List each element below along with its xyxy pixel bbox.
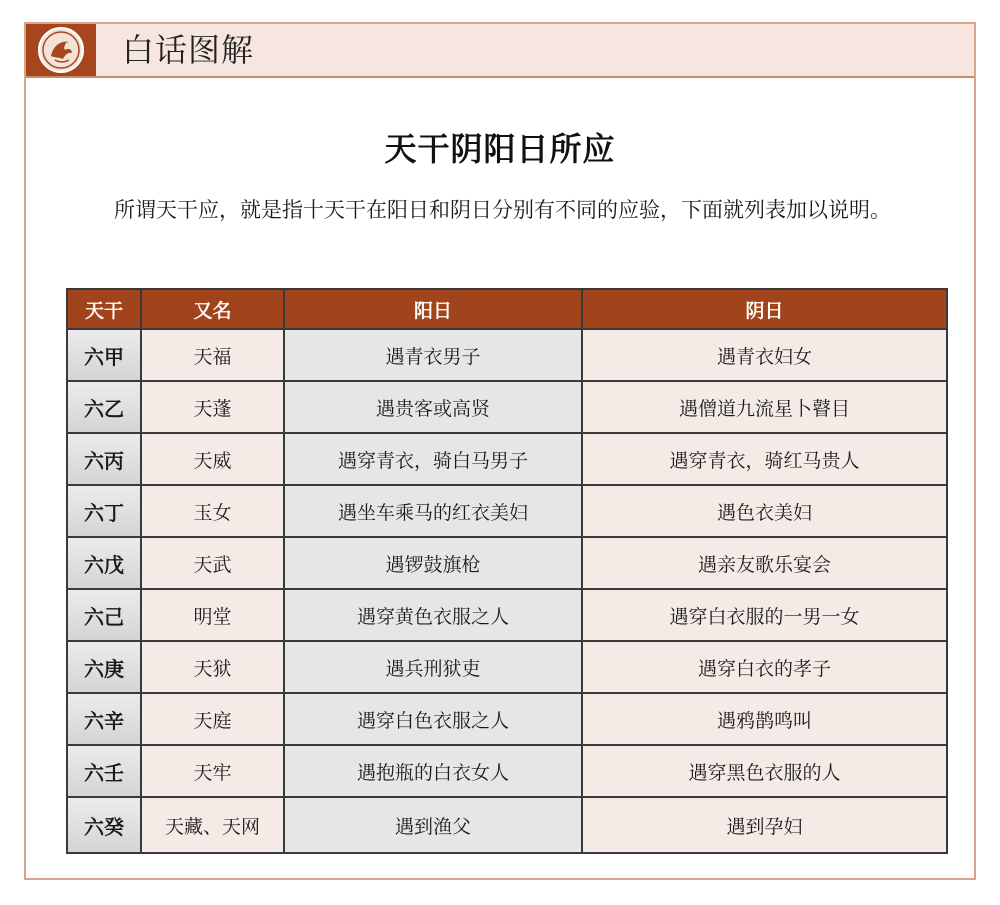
cell-stem: 六癸 (67, 797, 141, 853)
cell-yang-day: 遇抱瓶的白衣女人 (284, 745, 582, 797)
cell-yang-day: 遇锣鼓旗枪 (284, 537, 582, 589)
cell-yin-day: 遇到孕妇 (582, 797, 947, 853)
cell-yang-day: 遇穿白色衣服之人 (284, 693, 582, 745)
cell-alias: 明堂 (141, 589, 284, 641)
cell-stem: 六甲 (67, 329, 141, 381)
cell-yin-day: 遇亲友歌乐宴会 (582, 537, 947, 589)
cell-yin-day: 遇色衣美妇 (582, 485, 947, 537)
table-row (67, 693, 947, 745)
cell-yang-day: 遇穿黄色衣服之人 (284, 589, 582, 641)
cell-alias: 天狱 (141, 641, 284, 693)
cell-stem: 六庚 (67, 641, 141, 693)
cell-stem: 六乙 (67, 381, 141, 433)
cell-yin-day: 遇穿青衣，骑红马贵人 (582, 433, 947, 485)
table-row (67, 745, 947, 797)
column-header-yang-day: 阳日 (284, 289, 582, 329)
cell-stem: 六己 (67, 589, 141, 641)
header-title: 白话图解 (122, 31, 255, 69)
cell-stem: 六戊 (67, 537, 141, 589)
cell-stem: 六辛 (67, 693, 141, 745)
table-row (67, 797, 947, 853)
table-row (67, 485, 947, 537)
cell-yin-day: 遇穿白衣的孝子 (582, 641, 947, 693)
stems-table (66, 288, 948, 854)
cell-yang-day: 遇兵刑狱吏 (284, 641, 582, 693)
table-row (67, 589, 947, 641)
cell-alias: 天藏、天网 (141, 797, 284, 853)
cell-alias: 天牢 (141, 745, 284, 797)
cell-yin-day: 遇青衣妇女 (582, 329, 947, 381)
cell-alias: 天福 (141, 329, 284, 381)
phoenix-seal-icon (35, 24, 87, 76)
column-header-alias: 又名 (141, 289, 284, 329)
cell-alias: 玉女 (141, 485, 284, 537)
cell-stem: 六壬 (67, 745, 141, 797)
cell-alias: 天威 (141, 433, 284, 485)
table-header-row (67, 289, 947, 329)
table-row (67, 381, 947, 433)
logo (26, 24, 96, 76)
cell-stem: 六丁 (67, 485, 141, 537)
table-row (67, 433, 947, 485)
cell-yang-day: 遇青衣男子 (284, 329, 582, 381)
section-header (26, 24, 974, 78)
cell-yang-day: 遇到渔父 (284, 797, 582, 853)
intro-paragraph: 所谓天干应，就是指十天干在阳日和阴日分别有不同的应验，下面就列表加以说明。 (114, 198, 891, 222)
cell-yang-day: 遇穿青衣，骑白马男子 (284, 433, 582, 485)
cell-alias: 天庭 (141, 693, 284, 745)
cell-yang-day: 遇坐车乘马的红衣美妇 (284, 485, 582, 537)
cell-yin-day: 遇穿白衣服的一男一女 (582, 589, 947, 641)
column-header-stem: 天干 (67, 289, 141, 329)
cell-yin-day: 遇鸦鹊鸣叫 (582, 693, 947, 745)
cell-yin-day: 遇僧道九流星卜瞽目 (582, 381, 947, 433)
cell-alias: 天武 (141, 537, 284, 589)
cell-yang-day: 遇贵客或高贤 (284, 381, 582, 433)
cell-stem: 六丙 (67, 433, 141, 485)
cell-yin-day: 遇穿黑色衣服的人 (582, 745, 947, 797)
cell-alias: 天蓬 (141, 381, 284, 433)
content-frame (24, 22, 976, 880)
table-row (67, 641, 947, 693)
column-header-yin-day: 阴日 (582, 289, 947, 329)
table-row (67, 537, 947, 589)
document-title: 天干阴阳日所应 (384, 130, 616, 168)
table-row (67, 329, 947, 381)
